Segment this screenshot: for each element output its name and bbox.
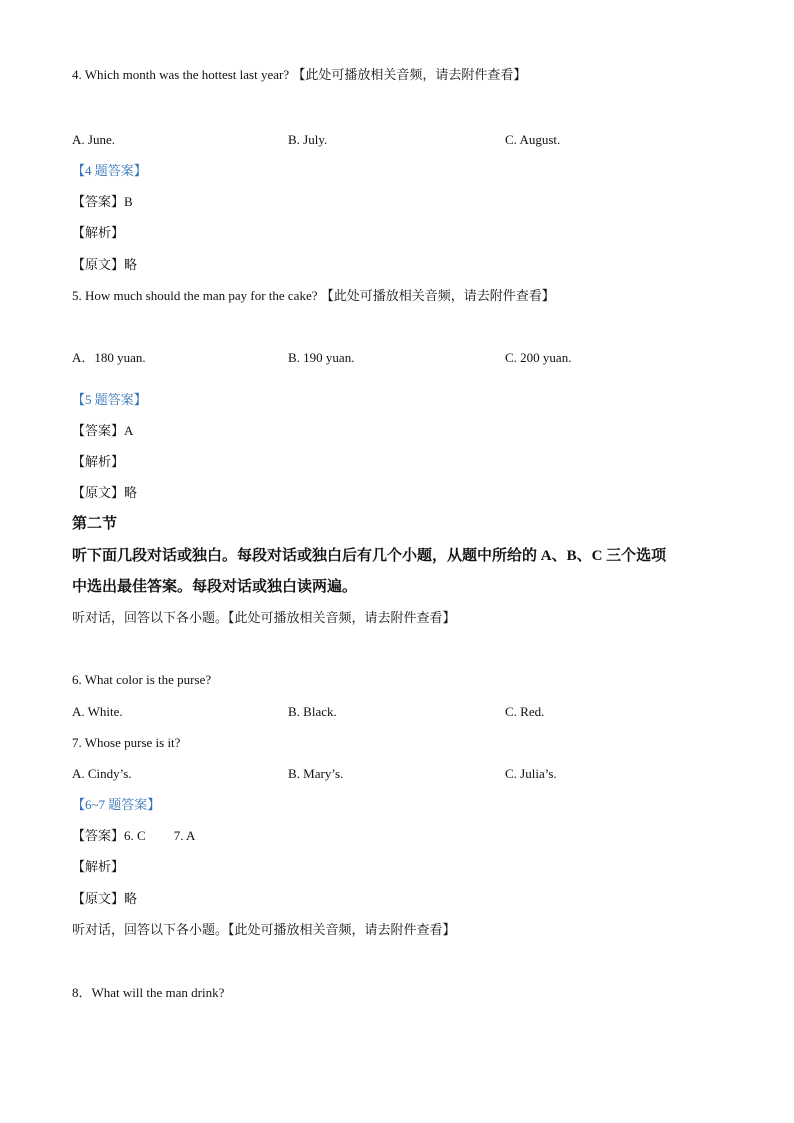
q4-original-label: 【原文】: [72, 257, 125, 272]
q4-question: 4. Which month was the hottest last year?: [72, 67, 290, 82]
dialog1-prompt: 听对话，回答以下各小题。: [72, 610, 229, 625]
dialog2-prompt-line: [72, 921, 456, 939]
q7-option-b: B. Mary’s.: [288, 766, 344, 781]
q5-answer-label: 【答案】: [72, 423, 125, 438]
section2-instruction-line1: 听下面几段对话或独白。每段对话或独白后有几个小题，从题中所给的 A、B、C 三个选项: [72, 548, 667, 564]
q4-original-value: 略: [124, 257, 138, 272]
q6-option-b: B. Black.: [288, 704, 337, 719]
q5-question: 5. How much should the man pay for the cake?: [72, 288, 318, 303]
q6-7-answer-label: 【答案】: [72, 828, 125, 843]
q4-answer-line: [72, 193, 133, 211]
q5-answer-header: 【5 题答案】: [72, 392, 147, 407]
q6-answer-value: 6. C: [124, 828, 146, 843]
q4-question-line: [72, 66, 526, 84]
section2-instruction-line2: 中选出最佳答案。每段对话或独白读两遍。: [72, 579, 358, 595]
q6-7-analysis-label: 【解析】: [72, 859, 125, 874]
q6-7-original-line: [72, 890, 137, 908]
q8-number: 8．: [72, 985, 92, 1000]
q6-7-original-value: 略: [124, 891, 138, 906]
q5-question-line: [72, 287, 555, 305]
dialog1-audio-note[interactable]: 【此处可播放相关音频，请去附件查看】: [228, 610, 456, 625]
q5-option-a: A．180 yuan.: [72, 350, 146, 365]
q6-7-original-label: 【原文】: [72, 891, 125, 906]
q4-option-c: C. August.: [505, 132, 561, 147]
dialog1-prompt-line: [72, 609, 456, 627]
q5-option-c: C. 200 yuan.: [505, 350, 572, 365]
dialog2-prompt: 听对话，回答以下各小题。: [72, 922, 229, 937]
q6-7-answer-line: [72, 827, 195, 845]
q5-answer-line: [72, 422, 133, 440]
q8-question: What will the man drink?: [91, 985, 225, 1000]
q5-answer-value: A: [124, 423, 134, 438]
dialog2-audio-note[interactable]: 【此处可播放相关音频，请去附件查看】: [228, 922, 456, 937]
q4-option-a: A. June.: [72, 132, 115, 147]
section2-title: 第二节: [72, 516, 118, 532]
q4-answer-label: 【答案】: [72, 194, 125, 209]
q4-analysis-label: 【解析】: [72, 225, 125, 240]
q7-option-a: A. Cindy’s.: [72, 766, 132, 781]
q4-original-line: [72, 256, 137, 274]
q4-answer-value: B: [124, 194, 133, 209]
q7-question: 7. Whose purse is it?: [72, 735, 181, 750]
q8-question-line: [72, 984, 224, 1002]
q6-option-c: C. Red.: [505, 704, 545, 719]
q4-option-b: B. July.: [288, 132, 328, 147]
q5-option-b: B. 190 yuan.: [288, 350, 355, 365]
q5-audio-note[interactable]: 【此处可播放相关音频，请去附件查看】: [320, 288, 555, 303]
q6-7-answer-header: 【6~7 题答案】: [72, 797, 161, 812]
q6-option-a: A. White.: [72, 704, 123, 719]
q4-audio-note[interactable]: 【此处可播放相关音频，请去附件查看】: [292, 67, 527, 82]
q7-option-c: C. Julia’s.: [505, 766, 557, 781]
q5-original-label: 【原文】: [72, 485, 125, 500]
q6-question: 6. What color is the purse?: [72, 672, 212, 687]
q5-original-value: 略: [124, 485, 138, 500]
q4-answer-header: 【4 题答案】: [72, 163, 147, 178]
q5-analysis-label: 【解析】: [72, 454, 125, 469]
q5-original-line: [72, 484, 137, 502]
q7-answer-value: 7. A: [173, 828, 196, 843]
